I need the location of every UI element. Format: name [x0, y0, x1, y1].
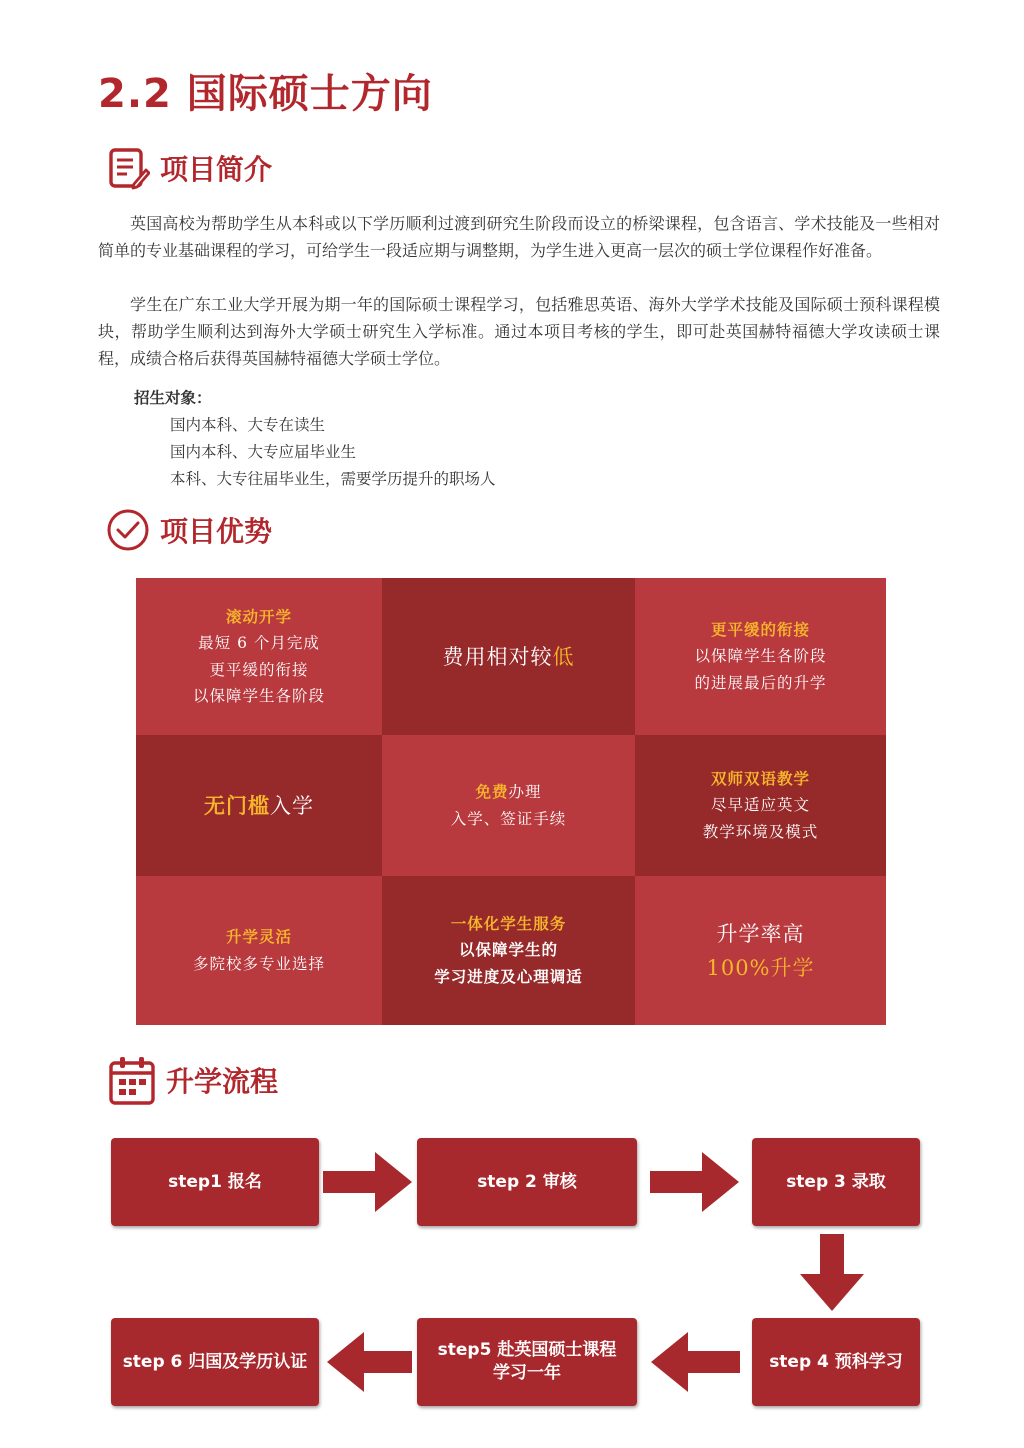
advantage-cell [136, 578, 382, 735]
advantages-heading: 项目优势 [160, 515, 273, 548]
step-6: step 6 归国及学历认证 [111, 1318, 319, 1406]
intro-paragraph-1: 英国高校为帮助学生从本科或以下学历顺利过渡到研究生阶段而设立的桥梁课程，包含语言、学术技能及一些相对简单的专业基础课程的学习，可给学生一段适应期与调整期，为学生进入更高一层次的硕士学位课程作好准备。 [98, 214, 940, 260]
check-circle-icon [106, 508, 150, 552]
advantage-cell [382, 876, 635, 1025]
advantage-cell [136, 876, 382, 1025]
target-item: 国内本科、大专在读生 [170, 416, 326, 434]
step-3: step 3 录取 [752, 1138, 920, 1226]
advantage-title: 升学灵活 [225, 927, 292, 946]
arrow-right-icon [650, 1150, 740, 1214]
advantage-text-gold: 无门槛 [204, 792, 270, 818]
advantage-text-gold: 低 [552, 644, 575, 669]
advantage-title: 滚动开学 [225, 606, 292, 626]
advantage-line: 的进展最后的升学 [694, 673, 827, 692]
calendar-icon [108, 1054, 156, 1106]
advantage-highlight [443, 640, 575, 674]
process-heading: 升学流程 [166, 1065, 279, 1098]
step-1: step1 报名 [111, 1138, 319, 1226]
advantage-title: 双师双语教学 [710, 768, 810, 788]
intro-paragraph-2: 学生在广东工业大学开展为期一年的国际硕士课程学习，包括雅思英语、海外大学学术技能及国际硕士预科课程模块，帮助学生顺利达到海外大学硕士研究生入学标准。通过本项目考核的学生，即可赴英国赫特福德大学攻读硕士课程，成绩合格后获得英国赫特福德大学硕士学位。 [98, 295, 940, 368]
target-label: 招生对象： [134, 388, 212, 407]
intro-heading: 项目简介 [160, 153, 273, 186]
advantage-cell [382, 735, 635, 876]
advantage-line: 升学率高 [716, 921, 805, 946]
step-4: step 4 预科学习 [752, 1318, 920, 1406]
step-5-line: 学习一年 [493, 1363, 561, 1383]
advantage-title-gold: 免费 [475, 782, 509, 801]
advantages-heading-row [106, 508, 272, 552]
step-5-line: step5 赴英国硕士课程 [437, 1340, 617, 1360]
process-heading-row [108, 1054, 278, 1106]
advantage-line: 入学、签证手续 [450, 809, 567, 828]
advantage-text: 费用相对较 [442, 644, 553, 669]
advantage-title: 更平缓的衔接 [710, 619, 810, 639]
advantage-cell [635, 876, 886, 1025]
advantage-text: 入学 [270, 793, 314, 818]
advantage-cell [382, 578, 635, 735]
advantage-cell [635, 578, 886, 735]
arrow-down-icon [798, 1234, 866, 1312]
target-item: 本科、大专往届毕业生，需要学历提升的职场人 [170, 470, 496, 488]
advantage-line-gold: 100%升学 [706, 955, 815, 980]
advantage-line: 学习进度及心理调适 [434, 966, 583, 986]
advantage-line: 多院校多专业选择 [192, 954, 325, 973]
advantage-title-row [475, 779, 541, 806]
advantage-highlight [204, 789, 314, 823]
advantage-line: 更平缓的衔接 [209, 660, 309, 679]
arrow-left-icon [326, 1330, 412, 1394]
arrow-right-icon [323, 1150, 413, 1214]
arrow-left-icon [650, 1330, 740, 1394]
advantage-line: 教学环境及模式 [702, 822, 819, 841]
advantage-title-white: 办理 [508, 783, 542, 801]
advantage-line: 最短 6 个月完成 [198, 634, 320, 652]
advantages-grid [136, 578, 886, 1025]
advantage-line: 以保障学生各阶段 [192, 687, 325, 705]
advantage-line: 以保障学生各阶段 [694, 647, 827, 666]
advantage-line: 以保障学生的 [458, 940, 558, 960]
document-edit-icon [108, 146, 150, 190]
advantage-title: 一体化学生服务 [450, 913, 567, 933]
step-5 [417, 1318, 637, 1406]
step-2: step 2 审核 [417, 1138, 637, 1226]
page-title: 2.2 国际硕士方向 [98, 71, 433, 117]
advantage-cell [136, 735, 382, 876]
intro-heading-row [108, 146, 272, 190]
advantage-line: 尽早适应英文 [710, 796, 810, 815]
advantage-cell [635, 735, 886, 876]
target-item: 国内本科、大专应届毕业生 [170, 443, 357, 461]
